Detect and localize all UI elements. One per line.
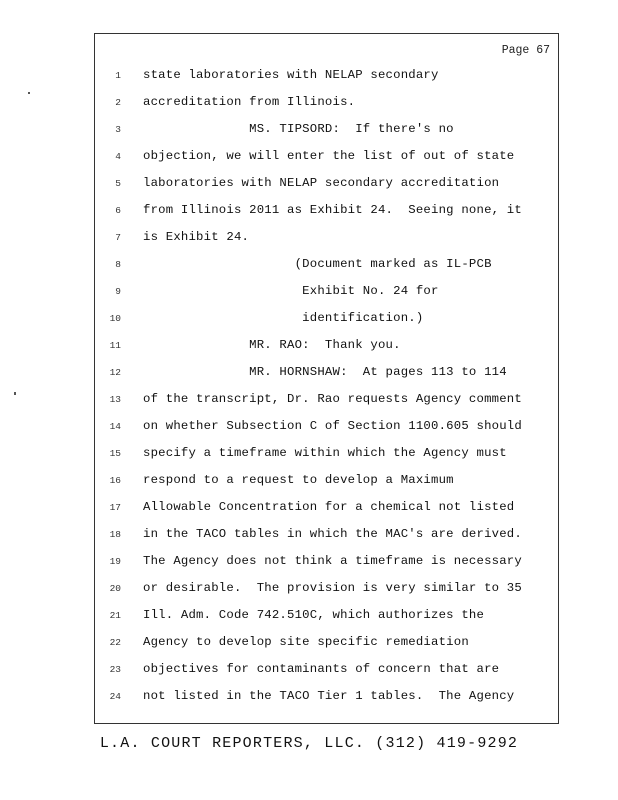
line-number: 1 [115, 70, 121, 81]
line-number: 18 [109, 529, 121, 540]
transcript-line: or desirable. The provision is very similar to 35 [143, 581, 522, 595]
line-number: 22 [109, 637, 121, 648]
line-number: 16 [109, 475, 121, 486]
transcript-line: Ill. Adm. Code 742.510C, which authorizes the [143, 608, 485, 622]
line-number: 4 [115, 151, 121, 162]
line-number: 10 [109, 313, 121, 324]
transcript-line: The Agency does not think a timeframe is necessary [143, 554, 522, 568]
line-number: 9 [115, 286, 121, 297]
line-number: 17 [109, 502, 121, 513]
transcript-line: identification.) [143, 311, 424, 325]
footer-reporter-info: L.A. COURT REPORTERS, LLC. (312) 419-9292 [99, 735, 519, 752]
transcript-line: is Exhibit 24. [143, 230, 250, 244]
scan-speck [14, 392, 16, 395]
line-number: 20 [109, 583, 121, 594]
transcript-line: of the transcript, Dr. Rao requests Agency comment [143, 392, 522, 406]
line-number: 3 [115, 124, 121, 135]
line-number: 15 [109, 448, 121, 459]
transcript-line: MR. HORNSHAW: At pages 113 to 114 [143, 365, 507, 379]
transcript-line: accreditation from Illinois. [143, 95, 356, 109]
transcript-line: not listed in the TACO Tier 1 tables. The Agency [143, 689, 515, 703]
transcript-line: in the TACO tables in which the MAC's are derived. [143, 527, 522, 541]
line-number: 21 [109, 610, 121, 621]
line-number: 2 [115, 97, 121, 108]
transcript-line: Exhibit No. 24 for [143, 284, 439, 298]
transcript-line: state laboratories with NELAP secondary [143, 68, 439, 82]
line-number: 23 [109, 664, 121, 675]
line-number: 7 [115, 232, 121, 243]
transcript-line: respond to a request to develop a Maximum [143, 473, 454, 487]
line-number: 6 [115, 205, 121, 216]
line-number: 8 [115, 259, 121, 270]
line-number: 13 [109, 394, 121, 405]
transcript-line: objection, we will enter the list of out of state [143, 149, 515, 163]
transcript-line: objectives for contaminants of concern that are [143, 662, 500, 676]
line-number: 14 [109, 421, 121, 432]
transcript-line: laboratories with NELAP secondary accreditation [143, 176, 500, 190]
transcript-line: Allowable Concentration for a chemical not listed [143, 500, 515, 514]
line-number: 5 [115, 178, 121, 189]
line-number: 24 [109, 691, 121, 702]
line-number: 19 [109, 556, 121, 567]
transcript-page [94, 33, 559, 724]
transcript-line: (Document marked as IL-PCB [143, 257, 492, 271]
transcript-line: MS. TIPSORD: If there's no [143, 122, 454, 136]
transcript-line: specify a timeframe within which the Agency must [143, 446, 507, 460]
line-number: 12 [109, 367, 121, 378]
page-number: Page 67 [501, 44, 550, 57]
transcript-line: on whether Subsection C of Section 1100.605 should [143, 419, 522, 433]
scan-speck [28, 92, 30, 94]
line-number: 11 [109, 340, 121, 351]
transcript-line: Agency to develop site specific remediation [143, 635, 469, 649]
transcript-line: from Illinois 2011 as Exhibit 24. Seeing none, it [143, 203, 522, 217]
transcript-line: MR. RAO: Thank you. [143, 338, 401, 352]
